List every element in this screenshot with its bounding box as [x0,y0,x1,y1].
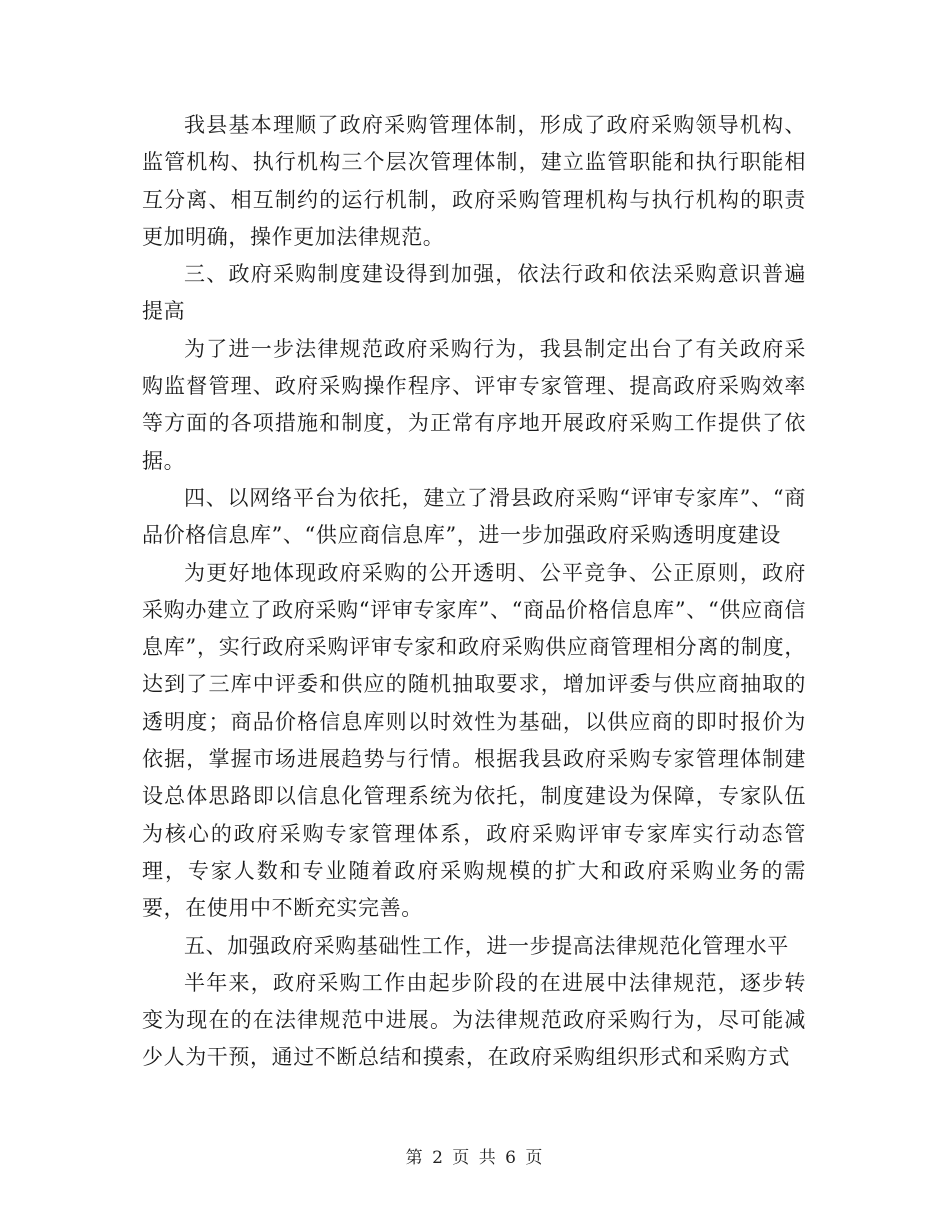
paragraph-3: 为更好地体现政府采购的公开透明、公平竞争、公正原则，政府采购办建立了政府采购“评审专家库”、“商品价格信息库”、“供应商信息库”，实行政府采购评审专家和政府采购供应商管理相分离的制度，达到了三库中评委和供应的随机抽取要求，增加评委与供应商抽取的透明度；商品价格信息库则以时效性为基础，以供应商的即时报价为依据，掌握市场进展趋势与行情。根据我县政府采购专家管理体制建设总体思路即以信息化管理系统为依托，制度建设为保障，专家队伍为核心的政府采购专家管理体系，政府采购评审专家库实行动态管理，专家人数和专业随着政府采购规模的扩大和政府采购业务的需要，在使用中不断充实完善。 [142,560,806,921]
paragraph-2: 为了进一步法律规范政府采购行为，我县制定出台了有关政府采购监督管理、政府采购操作程序、评审专家管理、提高政府采购效率等方面的各项措施和制度，为正常有序地开展政府采购工作提供了依据。 [142,336,806,473]
section-heading-5: 五、加强政府采购基础性工作，进一步提高法律规范化管理水平 [184,933,789,958]
page-number-footer: 第 2 页 共 6 页 [405,1148,545,1168]
paragraph-4: 半年来，政府采购工作由起步阶段的在进展中法律规范，逐步转变为现在的在法律规范中进展。为法律规范政府采购行为，尽可能减少人为干预，通过不断总结和摸索，在政府采购组织形式和采购方式 [142,970,806,1070]
paragraph-1: 我县基本理顺了政府采购管理体制，形成了政府采购领导机构、监管机构、执行机构三个层次管理体制，建立监管职能和执行职能相互分离、相互制约的运行机制，政府采购管理机构与执行机构的职责更加明确，操作更加法律规范。 [142,113,806,249]
document-body [142,107,806,1077]
section-heading-3: 三、政府采购制度建设得到加强，依法行政和依法采购意识普遍提高 [142,262,806,324]
section-heading-4: 四、以网络平台为依托，建立了滑县政府采购“评审专家库”、“商品价格信息库”、“供应商信息库”，进一步加强政府采购透明度建设 [142,485,806,548]
